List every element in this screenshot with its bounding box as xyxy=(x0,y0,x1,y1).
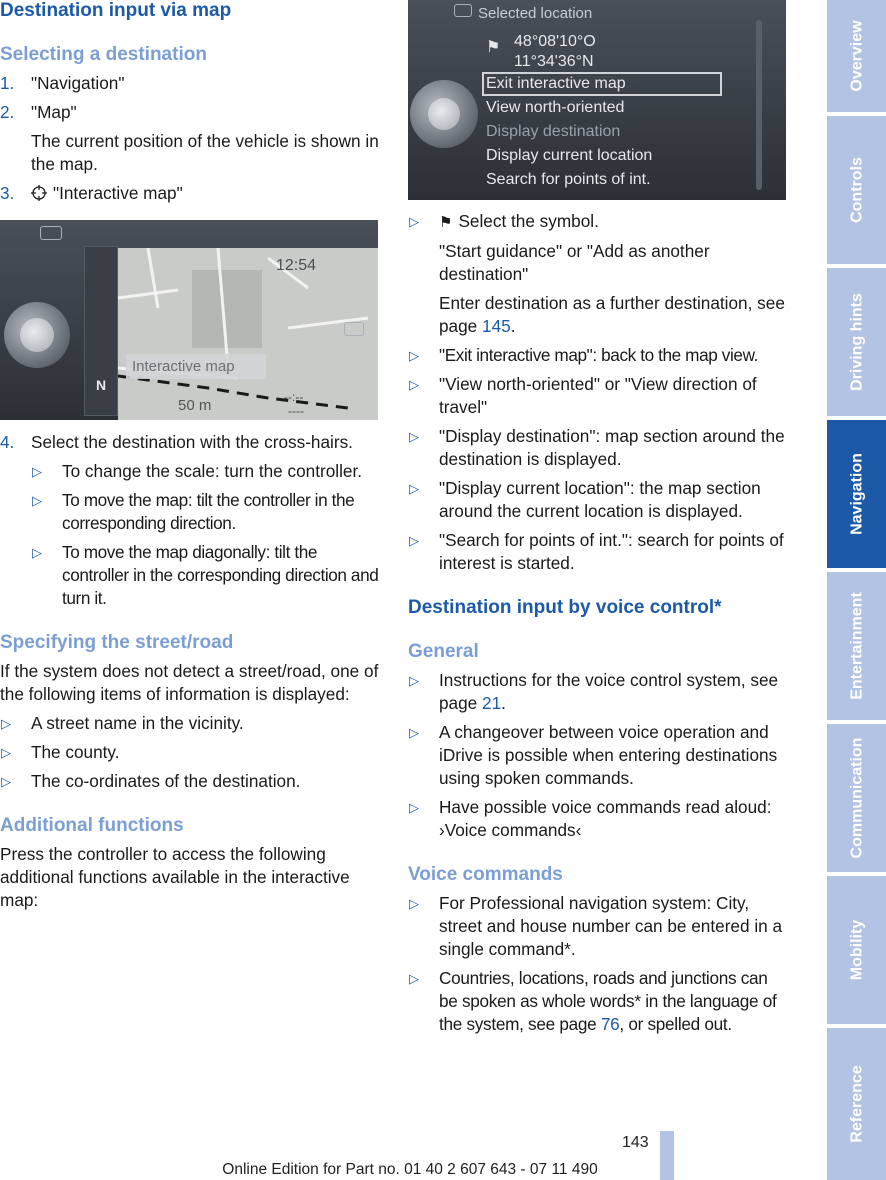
bullet-item xyxy=(0,770,380,793)
screen-title: Selected location xyxy=(478,5,593,22)
map-area xyxy=(118,248,378,420)
subheading-general: General xyxy=(408,641,479,662)
tab-label: Driving hints xyxy=(848,293,865,391)
bullet-text: Enter destination as a further destination, see page xyxy=(439,293,785,336)
triangle-bullet-icon: ▷ xyxy=(409,971,419,986)
flag-icon: ⚑ xyxy=(486,39,501,56)
step-4 xyxy=(0,431,380,454)
page-link[interactable]: 21 xyxy=(482,693,502,713)
section-title-voice: Destination input by voice control* xyxy=(408,597,722,618)
bullet-item xyxy=(408,967,788,1036)
triangle-bullet-icon: ▷ xyxy=(32,493,42,508)
bullet-item xyxy=(408,425,788,471)
paragraph-street: If the system does not detect a street/road, one of the following items of information is displayed: xyxy=(0,661,379,704)
subheading-specifying-street: Specifying the street/road xyxy=(0,632,234,653)
coordinate-lon: 11°34'36°N xyxy=(514,53,594,70)
paragraph-additional: Press the controller to access the following additional functions available in the interactive map: xyxy=(0,844,350,910)
bullet-item: ▷ Instructions for the voice control system, see page 21. xyxy=(409,670,779,713)
bullet-detail: Enter destination as a further destination, see page 145. xyxy=(439,293,785,336)
bullet-text: To move the map: tilt the controller in the corresponding direction. xyxy=(62,490,355,533)
tab-driving-hints[interactable] xyxy=(827,268,886,416)
triangle-bullet-icon: ▷ xyxy=(32,464,42,479)
menu-exit-interactive-map[interactable]: Exit interactive map xyxy=(486,75,626,92)
step-4-bullet xyxy=(0,460,380,483)
selected-location-screenshot xyxy=(408,0,786,200)
tab-label: Navigation xyxy=(848,453,865,535)
triangle-bullet-icon: ▷ xyxy=(409,481,419,496)
step-number: 1. xyxy=(0,73,15,93)
step-3 xyxy=(0,182,380,205)
step-text: "Map" xyxy=(31,102,77,122)
triangle-bullet-icon: ▷ xyxy=(409,533,419,548)
menu-search-points-of-interest[interactable]: Search for points of int. xyxy=(486,171,651,188)
tab-label: Communication xyxy=(848,737,865,859)
step-text: Select the destination with the cross-hairs. xyxy=(31,432,353,452)
bullet-detail xyxy=(408,240,788,286)
subheading-additional-functions: Additional functions xyxy=(0,815,184,836)
triangle-bullet-icon: ▷ xyxy=(1,774,11,789)
map-time: 12:54 xyxy=(276,257,317,274)
flag-icon: ⚑ xyxy=(439,214,453,231)
nav-icon xyxy=(40,226,62,240)
media-icon xyxy=(344,322,364,336)
subheading-selecting-destination: Selecting a destination xyxy=(0,44,207,65)
controller-knob xyxy=(20,318,54,352)
nav-icon xyxy=(454,4,472,17)
scrollbar xyxy=(756,20,762,190)
tab-label: Mobility xyxy=(848,919,865,981)
triangle-bullet-icon: ▷ xyxy=(32,545,42,560)
step-2-detail xyxy=(0,130,380,176)
section-title: Destination input via map xyxy=(0,0,232,21)
triangle-bullet-icon: ▷ xyxy=(409,348,419,363)
bullet-text: "Display current location": the map section around the current location is displayed. xyxy=(439,478,761,521)
step-2 xyxy=(0,101,380,124)
bullet-text: Countries, locations, roads and junctions can be spoken as whole words* in the language of the system, see page xyxy=(439,968,777,1034)
bullet-item xyxy=(408,721,788,790)
menu-display-current-location[interactable]: Display current location xyxy=(486,147,653,164)
right-column xyxy=(408,210,788,1036)
triangle-bullet-icon: ▷ xyxy=(409,377,419,392)
page-link[interactable]: 145 xyxy=(482,316,511,336)
triangle-bullet-icon: ▷ xyxy=(409,673,419,688)
triangle-bullet-icon: ▷ xyxy=(1,716,11,731)
tab-navigation[interactable] xyxy=(827,420,886,568)
tab-label: Reference xyxy=(848,1065,865,1143)
bullet-item xyxy=(408,373,788,419)
bullet-text: "Exit interactive map": back to the map view. xyxy=(439,345,759,365)
bullet-text: "Start guidance" or "Add as another destination" xyxy=(439,241,710,284)
step-4-bullet xyxy=(0,489,380,535)
map-scale: 50 m xyxy=(178,397,212,414)
bullet-text: To move the map diagonally: tilt the controller in the corresponding direction and turn it. xyxy=(62,542,379,608)
bullet-text: For Professional navigation system: City, street and house number can be entered in a single command*. xyxy=(439,893,783,959)
page-number: 143 xyxy=(622,1134,649,1151)
interactive-map-screenshot xyxy=(0,220,378,420)
step-number: 2. xyxy=(0,102,15,122)
tab-reference[interactable] xyxy=(827,1028,886,1180)
bullet-text: Select the symbol. xyxy=(458,211,599,231)
tab-label: Controls xyxy=(848,157,865,223)
page-link[interactable]: 76 xyxy=(600,1014,620,1034)
triangle-bullet-icon: ▷ xyxy=(409,429,419,444)
triangle-bullet-icon: ▷ xyxy=(409,800,419,815)
tab-controls[interactable] xyxy=(827,116,886,264)
bullet-text: Have possible voice commands read aloud: ›Voice commands‹ xyxy=(439,797,772,840)
bullet-item xyxy=(0,712,380,735)
arrival-distance: ---- xyxy=(288,404,304,418)
tab-label: Entertainment xyxy=(848,592,865,700)
step-number: 4. xyxy=(0,432,15,452)
step-text: "Navigation" xyxy=(31,73,125,93)
tab-label: Overview xyxy=(848,20,865,92)
crosshair-icon xyxy=(31,184,47,200)
bullet-item xyxy=(408,796,788,842)
bullet-text: The county. xyxy=(31,742,120,762)
coordinate-lat: 48°08'10°O xyxy=(514,33,596,50)
arrival-time: --:-- xyxy=(284,390,304,404)
triangle-bullet-icon: ▷ xyxy=(409,725,419,740)
bullet-item xyxy=(408,529,788,575)
bullet-text: To change the scale: turn the controller. xyxy=(62,461,363,481)
tab-entertainment[interactable] xyxy=(827,572,886,720)
bullet-text: A changeover between voice operation and iDrive is possible when entering destinations using spoken commands. xyxy=(439,722,778,788)
chapter-sidebar xyxy=(827,0,886,1180)
bullet-text: , or spelled out. xyxy=(619,1014,732,1034)
bullet-text: The co-ordinates of the destination. xyxy=(31,771,301,791)
step-number: 3. xyxy=(0,183,15,203)
controller-knob xyxy=(428,98,460,130)
map-mode-label: Interactive map xyxy=(126,354,266,379)
bullet-text: "Search for points of int.": search for points of interest is started. xyxy=(439,530,784,573)
step-text: "Interactive map" xyxy=(53,183,183,203)
step-1 xyxy=(0,72,380,95)
triangle-bullet-icon: ▷ xyxy=(409,896,419,911)
bullet-item xyxy=(408,210,788,234)
tab-mobility[interactable] xyxy=(827,876,886,1024)
footer-text: Online Edition for Part no. 01 40 2 607 643 - 07 11 490 xyxy=(222,1161,598,1178)
bullet-text: Instructions for the voice control system, see page xyxy=(439,670,779,713)
step-text: The current position of the vehicle is shown in the map. xyxy=(31,131,379,174)
bullet-item xyxy=(408,892,788,961)
bullet-item xyxy=(0,741,380,764)
bullet-text: A street name in the vicinity. xyxy=(31,713,244,733)
triangle-bullet-icon: ▷ xyxy=(1,745,11,760)
triangle-bullet-icon: ▷ xyxy=(409,214,419,229)
menu-display-destination[interactable]: Display destination xyxy=(486,123,621,140)
left-column xyxy=(0,0,380,205)
left-column-continued xyxy=(0,431,380,912)
menu-view-north-oriented[interactable]: View north-oriented xyxy=(486,99,625,116)
tab-communication[interactable] xyxy=(827,724,886,872)
north-indicator: N xyxy=(96,377,107,393)
subheading-voice-commands: Voice commands xyxy=(408,864,563,885)
bullet-text: "Display destination": map section around the destination is displayed. xyxy=(439,426,785,469)
bullet-item xyxy=(408,344,788,367)
bullet-item xyxy=(408,477,788,523)
step-4-bullet xyxy=(0,541,380,610)
tab-overview[interactable] xyxy=(827,0,886,112)
bullet-text: "View north-oriented" or "View direction of travel" xyxy=(439,374,757,417)
